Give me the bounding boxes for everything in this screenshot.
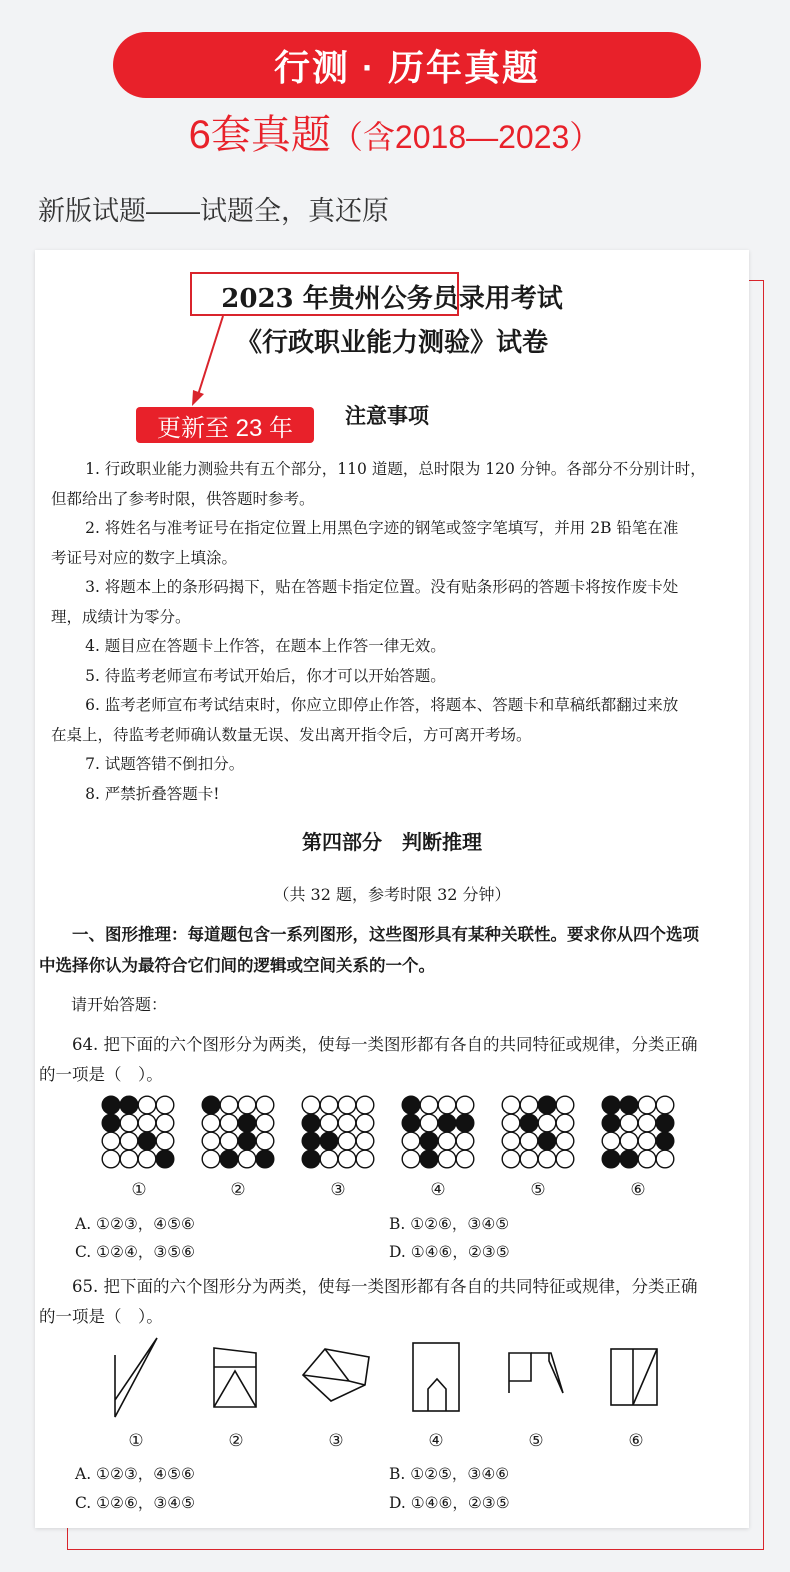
q64-figure-4: [401, 1095, 475, 1169]
grid-circle: [102, 1096, 120, 1114]
note-line: 理，成绩计为零分。: [51, 607, 191, 626]
grid-circle: [402, 1096, 420, 1114]
question-65: [39, 1272, 745, 1332]
figure-label: ①: [131, 1180, 147, 1200]
grid-circle: [456, 1114, 474, 1132]
grid-circle: [356, 1096, 374, 1114]
grid-circle: [102, 1150, 120, 1168]
option-c[interactable]: C. ①②⑥，③④⑤: [75, 1494, 196, 1512]
grid-circle: [220, 1114, 238, 1132]
figure-label: ⑤: [528, 1431, 544, 1451]
figure-label: ②: [228, 1431, 244, 1451]
grid-circle: [620, 1114, 638, 1132]
q64-figure-6: [601, 1095, 675, 1169]
highlight-box: [190, 272, 459, 316]
option-c[interactable]: C. ①②④，③⑤⑥: [75, 1243, 196, 1261]
grid-circle: [438, 1132, 456, 1150]
grid-circle: [256, 1150, 274, 1168]
option-a[interactable]: A. ①②③，④⑤⑥: [75, 1215, 195, 1233]
grid-circle: [202, 1114, 220, 1132]
grid-circle: [656, 1114, 674, 1132]
option-b[interactable]: B. ①②⑥，③④⑤: [389, 1215, 510, 1233]
grid-circle: [638, 1114, 656, 1132]
grid-circle: [556, 1132, 574, 1150]
grid-circle: [602, 1132, 620, 1150]
note-line: 5. 待监考老师宣布考试开始后，你才可以开始答题。: [85, 666, 446, 685]
grid-circle: [120, 1114, 138, 1132]
grid-circle: [302, 1096, 320, 1114]
grid-circle: [220, 1096, 238, 1114]
figure-label: ①: [128, 1431, 144, 1451]
section-title: 第四部分 判断推理: [302, 830, 482, 854]
grid-circle: [656, 1150, 674, 1168]
note-line: 4. 题目应在答题卡上作答，在题本上作答一律无效。: [85, 637, 446, 655]
grid-circle: [556, 1150, 574, 1168]
paper-title-line2: 《行政职业能力测验》试卷: [235, 328, 548, 358]
note-line: 考证号对应的数字上填涂。: [51, 548, 238, 567]
q65-figures: [35, 1335, 749, 1430]
grid-circle: [302, 1150, 320, 1168]
question-64: [39, 1030, 745, 1090]
grid-circle: [502, 1096, 520, 1114]
grid-circle: [156, 1114, 174, 1132]
grid-circle: [120, 1096, 138, 1114]
q65-figure-1: [115, 1338, 157, 1417]
grid-circle: [456, 1150, 474, 1168]
grid-circle: [302, 1114, 320, 1132]
grid-circle: [502, 1132, 520, 1150]
grid-circle: [138, 1150, 156, 1168]
grid-circle: [456, 1132, 474, 1150]
grid-circle: [320, 1114, 338, 1132]
header-banner: [113, 32, 701, 98]
grid-circle: [620, 1150, 638, 1168]
figure-label: ③: [330, 1180, 346, 1200]
grid-circle: [320, 1132, 338, 1150]
grid-circle: [138, 1132, 156, 1150]
grid-circle: [402, 1150, 420, 1168]
grid-circle: [138, 1114, 156, 1132]
grid-circle: [356, 1114, 374, 1132]
grid-circle: [320, 1150, 338, 1168]
subtitle-range: （含2018—2023）: [330, 119, 602, 155]
note-line: 2. 将姓名与准考证号在指定位置上用黑色字迹的钢笔或签字笔填写，并用 2B 铅笔在准: [85, 519, 679, 537]
grid-circle: [356, 1132, 374, 1150]
grid-circle: [256, 1132, 274, 1150]
grid-circle: [202, 1096, 220, 1114]
note-line: 6. 监考老师宣布考试结束时，你应立即停止作答，将题本、答题卡和草稿纸都翻过来放: [85, 696, 679, 714]
grid-circle: [420, 1096, 438, 1114]
intro-line: 一、图形推理：每道题包含一系列图形，这些图形具有某种关联性。要求你从四个选项: [72, 926, 699, 944]
grid-circle: [602, 1096, 620, 1114]
grid-circle: [538, 1114, 556, 1132]
grid-circle: [638, 1096, 656, 1114]
grid-circle: [338, 1132, 356, 1150]
grid-circle: [520, 1150, 538, 1168]
update-badge: 更新至 23 年: [136, 407, 314, 443]
grid-circle: [556, 1096, 574, 1114]
grid-circle: [438, 1150, 456, 1168]
grid-circle: [220, 1150, 238, 1168]
grid-circle: [356, 1150, 374, 1168]
grid-circle: [620, 1132, 638, 1150]
q64-figure-5: [501, 1095, 575, 1169]
grid-circle: [120, 1150, 138, 1168]
figure-label: ③: [328, 1431, 344, 1451]
grid-circle: [520, 1114, 538, 1132]
subtitle: [0, 108, 790, 164]
grid-circle: [102, 1132, 120, 1150]
option-d[interactable]: D. ①④⑥，②③⑤: [389, 1494, 510, 1512]
grid-circle: [602, 1114, 620, 1132]
note-line: 8. 严禁折叠答题卡!: [85, 784, 220, 803]
grid-circle: [338, 1096, 356, 1114]
grid-circle: [102, 1114, 120, 1132]
grid-circle: [520, 1132, 538, 1150]
grid-circle: [620, 1096, 638, 1114]
figure-label: ⑥: [630, 1180, 646, 1200]
note-line: 在桌上，待监考老师确认数量无误、发出离开指令后，方可离开考场。: [51, 725, 532, 744]
notice-heading: 注意事项: [345, 403, 429, 428]
q65-figure-2: [214, 1348, 256, 1407]
grid-circle: [302, 1132, 320, 1150]
grid-circle: [202, 1150, 220, 1168]
q64-figure-1: [101, 1095, 175, 1169]
grid-circle: [156, 1096, 174, 1114]
figure-label: ④: [428, 1431, 444, 1451]
grid-circle: [420, 1132, 438, 1150]
grid-circle: [402, 1114, 420, 1132]
question-text: 的一项是（ ）。: [39, 1307, 163, 1326]
grid-circle: [156, 1132, 174, 1150]
question-text: 65. 把下面的六个图形分为两类，使每一类图形都有各自的共同特征或规律，分类正确: [72, 1277, 698, 1296]
figure-label: ⑥: [628, 1431, 644, 1451]
grid-circle: [120, 1132, 138, 1150]
grid-circle: [556, 1114, 574, 1132]
subtitle-main: 6套真题: [188, 113, 331, 157]
note-line: 但都给出了参考时限，供答题时参考。: [51, 489, 315, 508]
grid-circle: [220, 1132, 238, 1150]
option-d[interactable]: D. ①④⑥，②③⑤: [389, 1243, 510, 1261]
grid-circle: [338, 1150, 356, 1168]
grid-circle: [202, 1132, 220, 1150]
q64-figure-2: [201, 1095, 275, 1169]
grid-circle: [638, 1150, 656, 1168]
start-text: 请开始答题：: [71, 995, 168, 1014]
figure-label: ②: [230, 1180, 246, 1200]
grid-circle: [602, 1150, 620, 1168]
figure-label: ④: [430, 1180, 446, 1200]
grid-circle: [638, 1132, 656, 1150]
exam-paper: [35, 250, 749, 1528]
grid-circle: [420, 1150, 438, 1168]
tagline: 新版试题——试题全，真还原: [38, 196, 389, 226]
grid-circle: [238, 1132, 256, 1150]
grid-circle: [402, 1132, 420, 1150]
q65-figure-4: [413, 1343, 459, 1411]
grid-circle: [538, 1096, 556, 1114]
q65-figure-6: [611, 1349, 657, 1405]
grid-circle: [502, 1150, 520, 1168]
grid-circle: [238, 1150, 256, 1168]
q65-figure-3: [303, 1349, 369, 1401]
q64-figure-3: [301, 1095, 375, 1169]
note-line: 3. 将题本上的条形码揭下，贴在答题卡指定位置。没有贴条形码的答题卡将按作废卡处: [85, 578, 679, 596]
grid-circle: [502, 1114, 520, 1132]
grid-circle: [656, 1096, 674, 1114]
intro-line: 中选择你认为最符合它们间的逻辑或空间关系的一个。: [39, 957, 435, 975]
paper-title-line1: 2023 年贵州公务员录用考试: [221, 284, 563, 314]
grid-circle: [320, 1096, 338, 1114]
grid-circle: [238, 1096, 256, 1114]
option-b[interactable]: B. ①②⑤，③④⑥: [389, 1465, 510, 1483]
note-line: 1. 行政职业能力测验共有五个部分，110 道题，总时限为 120 分钟。各部分不分别计时，: [85, 460, 706, 478]
note-line: 7. 试题答错不倒扣分。: [85, 755, 245, 773]
notes-list: [51, 455, 747, 809]
grid-circle: [156, 1150, 174, 1168]
grid-circle: [256, 1096, 274, 1114]
grid-circle: [456, 1096, 474, 1114]
grid-circle: [538, 1150, 556, 1168]
grid-circle: [438, 1096, 456, 1114]
grid-circle: [338, 1114, 356, 1132]
banner-title: 行测 · 历年真题: [274, 46, 540, 88]
grid-circle: [138, 1096, 156, 1114]
option-a[interactable]: A. ①②③，④⑤⑥: [75, 1465, 195, 1483]
grid-circle: [420, 1114, 438, 1132]
grid-circle: [538, 1132, 556, 1150]
grid-circle: [256, 1114, 274, 1132]
grid-circle: [656, 1132, 674, 1150]
question-text: 的一项是（ ）。: [39, 1065, 163, 1084]
section-intro: [39, 920, 745, 982]
grid-circle: [438, 1114, 456, 1132]
section-note: （共 32 题，参考时限 32 分钟）: [273, 885, 511, 904]
q65-figure-5: [509, 1353, 563, 1393]
figure-label: ⑤: [530, 1180, 546, 1200]
grid-circle: [238, 1114, 256, 1132]
grid-circle: [520, 1096, 538, 1114]
question-text: 64. 把下面的六个图形分为两类，使每一类图形都有各自的共同特征或规律，分类正确: [72, 1035, 698, 1054]
